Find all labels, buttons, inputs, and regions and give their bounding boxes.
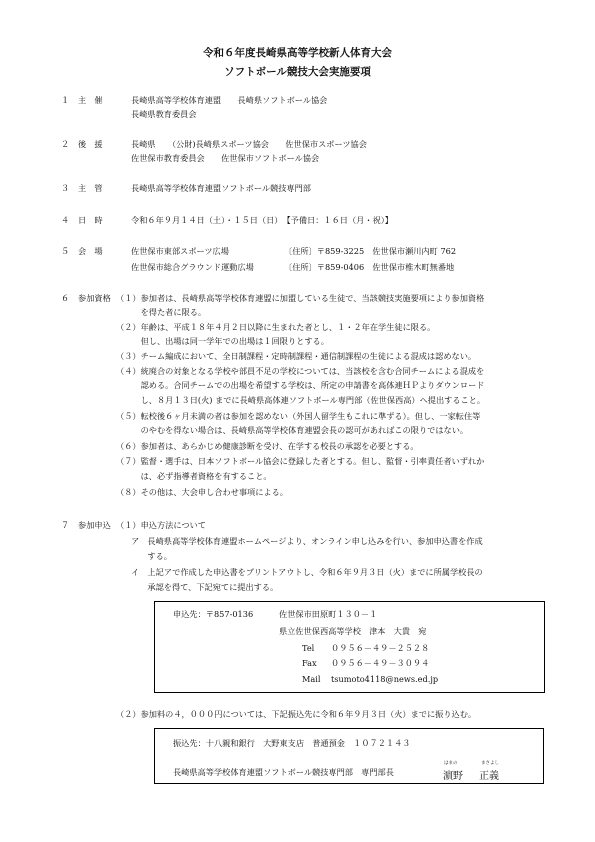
- section-text: 令和６年９月１４日（土）・１５日（日） 【予備日：１６日（月・祝）】: [131, 215, 393, 225]
- section-text: 長崎県高等学校体育連盟ソフトボール競技専門部: [131, 183, 311, 193]
- application-step: 承認を得て、下記宛てに提出する。: [131, 582, 279, 592]
- venue-name: 佐世保市総合グラウンド運動広場: [131, 262, 254, 272]
- eligibility-item: （５）転校後６ヶ月未満の者は参加を認めない（外国人留学生もこれに準ずる）。但し、一家転住等: [116, 411, 481, 421]
- eligibility-item: は、必ず指導者資格を有すること。: [116, 471, 272, 481]
- venue-address: 〔住所〕〒859-3225 佐世保市瀬川内町 762: [284, 246, 457, 256]
- address-postal: 申込先：〒857-0136: [173, 609, 254, 619]
- section-text: 佐世保市教育委員会 佐世保市ソフトボール協会: [131, 153, 320, 163]
- section-label: 日 時: [78, 215, 103, 225]
- eligibility-item: のやむを得ない場合は、長崎県高等学校体育連盟会長の認可があればこの限りではない。: [116, 425, 469, 435]
- application-heading: （１）申込方法について: [116, 520, 206, 530]
- eligibility-item: （４）統廃合の対象となる学校や部員不足の学校については、当該校を含む合同チームによる混成を: [116, 366, 485, 376]
- eligibility-item: （６）参加者は、あらかじめ健康診断を受け、在学する校長の承認を必要とする。: [116, 441, 419, 451]
- holder-given-name: 正義: [479, 771, 499, 782]
- application-step: ア 長崎県高等学校体育連盟ホームページより、オンライン申し込みを行い、参加申込書を作成: [131, 536, 483, 546]
- venue-address: 〔住所〕〒859-0406 佐世保市椎木町無番地: [284, 262, 455, 272]
- section-number: ７: [61, 520, 70, 530]
- holder-surname: 濵野: [443, 771, 463, 782]
- eligibility-item: を得た者に限る。: [116, 307, 207, 317]
- document-title-line2: ソフトボール競技大会実施要項: [224, 66, 371, 78]
- eligibility-item: （３）チーム編成において、全日制課程・定時制課程・通信制課程の生徒による混成は認めない。: [116, 351, 477, 361]
- eligibility-item: （８）その他は、大会申し合わせ事項による。: [116, 487, 288, 497]
- section-text: 長崎県教育委員会: [131, 109, 197, 119]
- section-text: 長崎県 （公財)長崎県スポーツ協会 佐世保市スポーツ協会: [131, 139, 367, 149]
- bank-account: 振込先：十八親和銀行 大野東支店 普通預金 １０７２１４３: [173, 738, 411, 748]
- tel-number: ０９５６－４９－２５２８: [331, 643, 430, 653]
- ruby-given-name: まさよし: [481, 761, 499, 766]
- section-number: ２: [61, 139, 70, 149]
- address-street: 佐世保市田原町１３０－１: [279, 609, 378, 619]
- document-title-line1: 令和６年度長崎県高等学校新人体育大会: [203, 47, 392, 59]
- section-number: ６: [61, 293, 70, 303]
- tel-label: Tel: [302, 643, 315, 653]
- section-label: 会 場: [78, 246, 103, 256]
- eligibility-item: （７）監督・選手は、日本ソフトボール協会に登録した者とする。但し、監督・引率責任者いずれか: [116, 456, 485, 466]
- section-label: 後 援: [78, 139, 103, 149]
- eligibility-item: し、８月１３日(火) までに長崎県高体連ソフトボール専門部（佐世保西高）へ提出すること。: [116, 395, 486, 405]
- mail-address: tsumoto4118@news.ed.jp: [331, 674, 439, 684]
- section-label: 主 催: [78, 95, 103, 105]
- venue-name: 佐世保市東部スポーツ広場: [131, 246, 229, 256]
- fee-instruction: （２）参加料の４，０００円については、下記振込先に令和６年９月３日（火）までに振り込む。: [116, 709, 477, 719]
- section-label: 参加申込: [78, 520, 111, 530]
- section-label: 参加資格: [78, 293, 111, 303]
- eligibility-item: （２）年齢は、平成１８年４月２日以降に生まれた者とし、１・２年在学生徒に限る。: [116, 322, 436, 332]
- section-label: 主 管: [78, 183, 103, 193]
- section-number: ３: [61, 183, 70, 193]
- ruby-surname: はまの: [444, 761, 458, 766]
- application-step: イ 上記アで作成した申込書をプリントアウトし、令和６年９月３日（火）までに所属学校長の: [131, 567, 483, 577]
- eligibility-item: 但し、出場は同一学年での出場は１回限りとする。: [116, 336, 329, 346]
- mail-label: Mail: [302, 674, 321, 684]
- section-number: ５: [61, 246, 70, 256]
- application-step: する。: [131, 551, 172, 561]
- eligibility-item: 認める。合同チームでの出場を希望する学校は、所定の申請書を高体連ＨＰよりダウンロード: [116, 380, 485, 390]
- section-number: １: [61, 95, 70, 105]
- account-holder: 長崎県高等学校体育連盟ソフトボール競技専門部 専門部長: [173, 767, 394, 777]
- eligibility-item: （１）参加者は、長崎県高等学校体育連盟に加盟している生徒で、当該競技実施要項により参加資格: [116, 293, 485, 303]
- address-recipient: 県立佐世保西高等学校 津本 大貴 宛: [279, 626, 427, 636]
- fax-label: Fax: [302, 658, 317, 668]
- section-text: 長崎県高等学校体育連盟 長崎県ソフトボール協会: [131, 95, 328, 105]
- fax-number: ０９５６－４９－３０９４: [331, 658, 430, 668]
- section-number: ４: [61, 215, 70, 225]
